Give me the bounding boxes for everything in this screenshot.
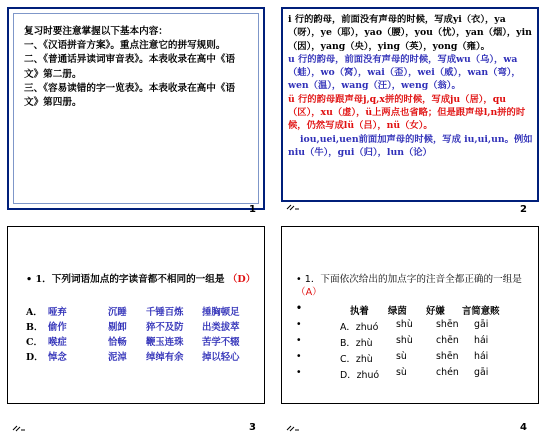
bullet: • bbox=[296, 303, 302, 314]
option-word: 剔卸 bbox=[108, 322, 127, 333]
bullet: • bbox=[296, 274, 302, 285]
option-pinyin: sù bbox=[396, 351, 407, 362]
option-label: D． bbox=[26, 352, 44, 363]
page-number-2: 2 bbox=[520, 204, 527, 215]
rule-i-row: i 行的韵母，前面没有声母的时候，写成yi（衣），ya（呀），ye（耶），yao（腰），you（忧），yan（烟），yin（因），yang（央），ying（英），yong（雍）。 bbox=[288, 14, 532, 52]
option-row bbox=[296, 319, 526, 332]
bullet: • bbox=[26, 274, 33, 285]
option-pinyin: hái bbox=[474, 351, 489, 362]
bullet: • bbox=[296, 319, 302, 330]
notes-icon bbox=[286, 203, 300, 211]
option-label: B．zhù bbox=[340, 338, 373, 349]
answer-label: （D） bbox=[227, 274, 256, 285]
option-word: 苦学不辍 bbox=[202, 337, 240, 348]
question-3 bbox=[26, 273, 258, 286]
option-pinyin: shù bbox=[396, 319, 413, 330]
option-word: 哑弃 bbox=[48, 307, 67, 318]
page-number-3: 3 bbox=[249, 422, 256, 433]
option-word: 猝不及防 bbox=[146, 322, 184, 333]
rule-iou-uei-uen: iou,uei,uen前面加声母的时候，写成 iu,ui,un。例如niu（牛），gui（归），lun（论） bbox=[288, 133, 533, 158]
slide-1[interactable] bbox=[7, 7, 265, 210]
slide-2[interactable] bbox=[281, 7, 539, 202]
notes-icon bbox=[12, 424, 26, 432]
option-row bbox=[26, 349, 256, 362]
option-word: 悼念 bbox=[48, 352, 67, 363]
option-word: 捶胸顿足 bbox=[202, 307, 240, 318]
option-row bbox=[296, 351, 526, 364]
option-pinyin: hái bbox=[474, 335, 489, 346]
option-pinyin: shēn bbox=[436, 319, 459, 330]
option-row bbox=[296, 367, 526, 380]
option-label: D．zhuó bbox=[340, 370, 380, 381]
option-row bbox=[26, 334, 256, 347]
slide-4[interactable] bbox=[281, 226, 539, 404]
option-word: 沉睡 bbox=[108, 307, 127, 318]
option-pinyin: chén bbox=[436, 367, 459, 378]
slide-3[interactable] bbox=[7, 226, 265, 404]
bullet: • bbox=[296, 335, 302, 346]
page-number-1: 1 bbox=[249, 204, 256, 215]
option-row bbox=[296, 335, 526, 348]
option-pinyin: shù bbox=[396, 335, 413, 346]
option-word: 泥淖 bbox=[108, 352, 127, 363]
option-pinyin: shēn bbox=[436, 351, 459, 362]
page-number-4: 4 bbox=[520, 422, 527, 433]
slide-2-body bbox=[288, 13, 536, 159]
option-label: B． bbox=[26, 322, 44, 333]
rule-v-row: ü 行的韵母跟声母j,q,x拼的时候，写成ju（居），qu（区），xu（虚），ü上两点也省略；但是跟声母l,n拼的时候，仍然写成lü（吕），nü（女）。 bbox=[288, 93, 526, 132]
slide-1-text: 复习时要注意掌握以下基本内容： 一、《汉语拼音方案》。重点注意它的拼写规则。 二、《普通话异读词审音表》。本表收录在高中《语文》第二册。 三、《容易读错的字一览表》。本表收录在高中《语文》第四册。 bbox=[24, 26, 236, 109]
header-word: 言简意赅 bbox=[462, 306, 500, 317]
bullet: • bbox=[296, 367, 302, 378]
option-word: 偷作 bbox=[48, 322, 67, 333]
question-text: 1．下面依次给出的加点字的注音全都正确的一组是 bbox=[304, 274, 522, 285]
option-row bbox=[26, 304, 256, 317]
option-word: 鞭玉连珠 bbox=[146, 337, 184, 348]
header-word: 执着 bbox=[350, 306, 369, 317]
question-4 bbox=[296, 273, 528, 299]
bullet: • bbox=[296, 351, 302, 362]
header-word: 绿茵 bbox=[388, 306, 407, 317]
notes-icon bbox=[286, 424, 300, 432]
rule-u-row: u 行的韵母，前面没有声母的时候，写成wu（乌），wa（蛙），wo（窝），wai（歪），wei（威），wan（弯），wen（温），wang（汪），weng（翁）。 bbox=[288, 53, 521, 92]
option-row bbox=[26, 319, 256, 332]
option-pinyin: gāi bbox=[474, 319, 489, 330]
option-word: 喉症 bbox=[48, 337, 67, 348]
option-word: 掉以轻心 bbox=[202, 352, 240, 363]
answer-label: （A） bbox=[296, 287, 322, 298]
option-label: A．zhuó bbox=[340, 322, 379, 333]
option-word: 恰畅 bbox=[108, 337, 127, 348]
option-word: 绰绰有余 bbox=[146, 352, 184, 363]
option-label: C．zhù bbox=[340, 354, 373, 365]
option-label: A． bbox=[26, 307, 43, 318]
question-text: 1．下列词语加点的字读音都不相同的一组是 bbox=[35, 274, 225, 285]
option-pinyin: gāi bbox=[474, 367, 489, 378]
option-word: 千锤百炼 bbox=[146, 307, 184, 318]
option-pinyin: chēn bbox=[436, 335, 459, 346]
header-word: 好嫌 bbox=[426, 306, 445, 317]
option-label: C． bbox=[26, 337, 43, 348]
option-word: 出类拔萃 bbox=[202, 322, 240, 333]
option-pinyin: sù bbox=[396, 367, 407, 378]
header-row bbox=[296, 303, 526, 316]
